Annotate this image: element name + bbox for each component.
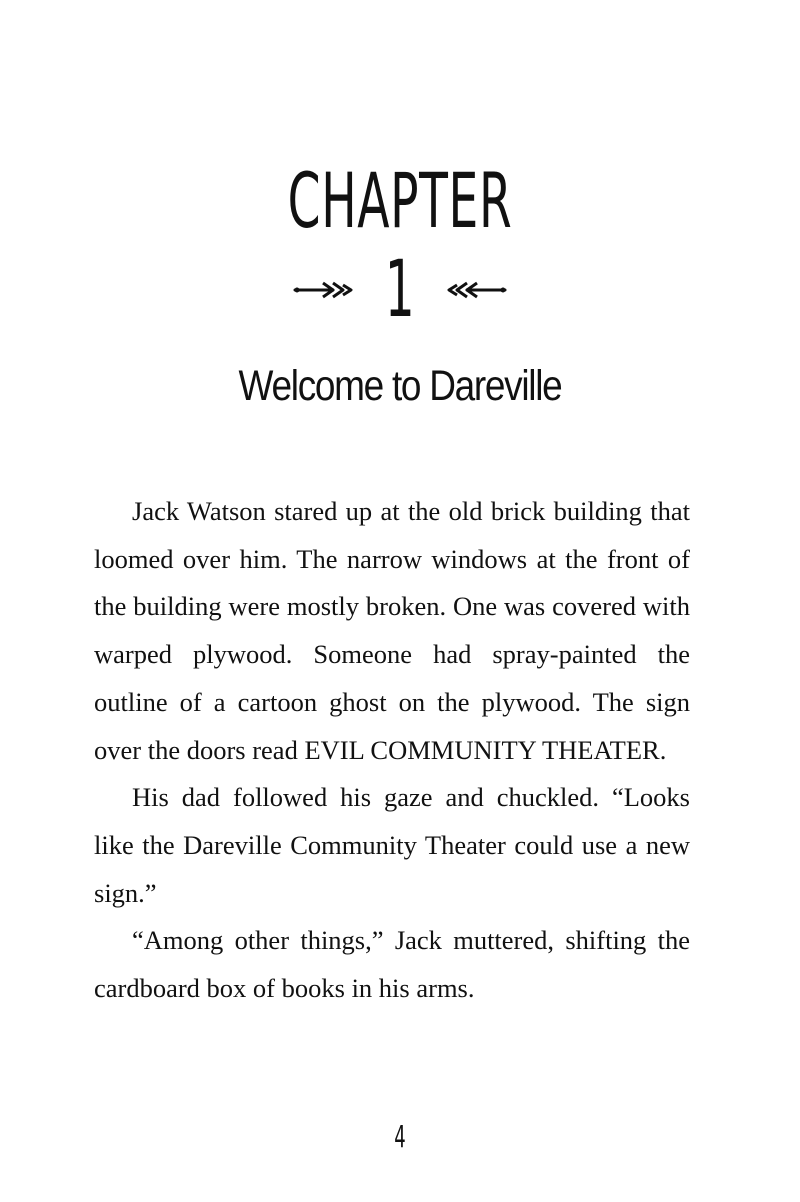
chapter-heading [152, 156, 648, 246]
chapter-label: CHAPTER [287, 156, 513, 245]
chapter-number-row [0, 245, 800, 335]
paragraph-2: His dad followed his gaze and chuckled. “Looks like the Dareville Community Theater could use a new sign.” [94, 782, 690, 908]
arrow-right-ornament-icon [293, 280, 357, 300]
paragraph-3: “Among other things,” Jack muttered, shifting the cardboard box of books in his arms. [94, 925, 690, 1004]
page-number: 4 [394, 1120, 406, 1155]
paragraph-1: Jack Watson stared up at the old brick building that loomed over him. The narrow windows at the front of the building were mostly broken. One was covered with warped plywood. Someone had spray-painted the outline of a cartoon ghost on the plywood. The sign over the doors read EVIL COMMUNITY THEATER. [94, 496, 690, 765]
arrow-left-ornament-icon [443, 280, 507, 300]
chapter-title: Welcome to Dareville [238, 362, 562, 410]
chapter-body [94, 488, 690, 1013]
chapter-number: 1 [385, 245, 415, 335]
